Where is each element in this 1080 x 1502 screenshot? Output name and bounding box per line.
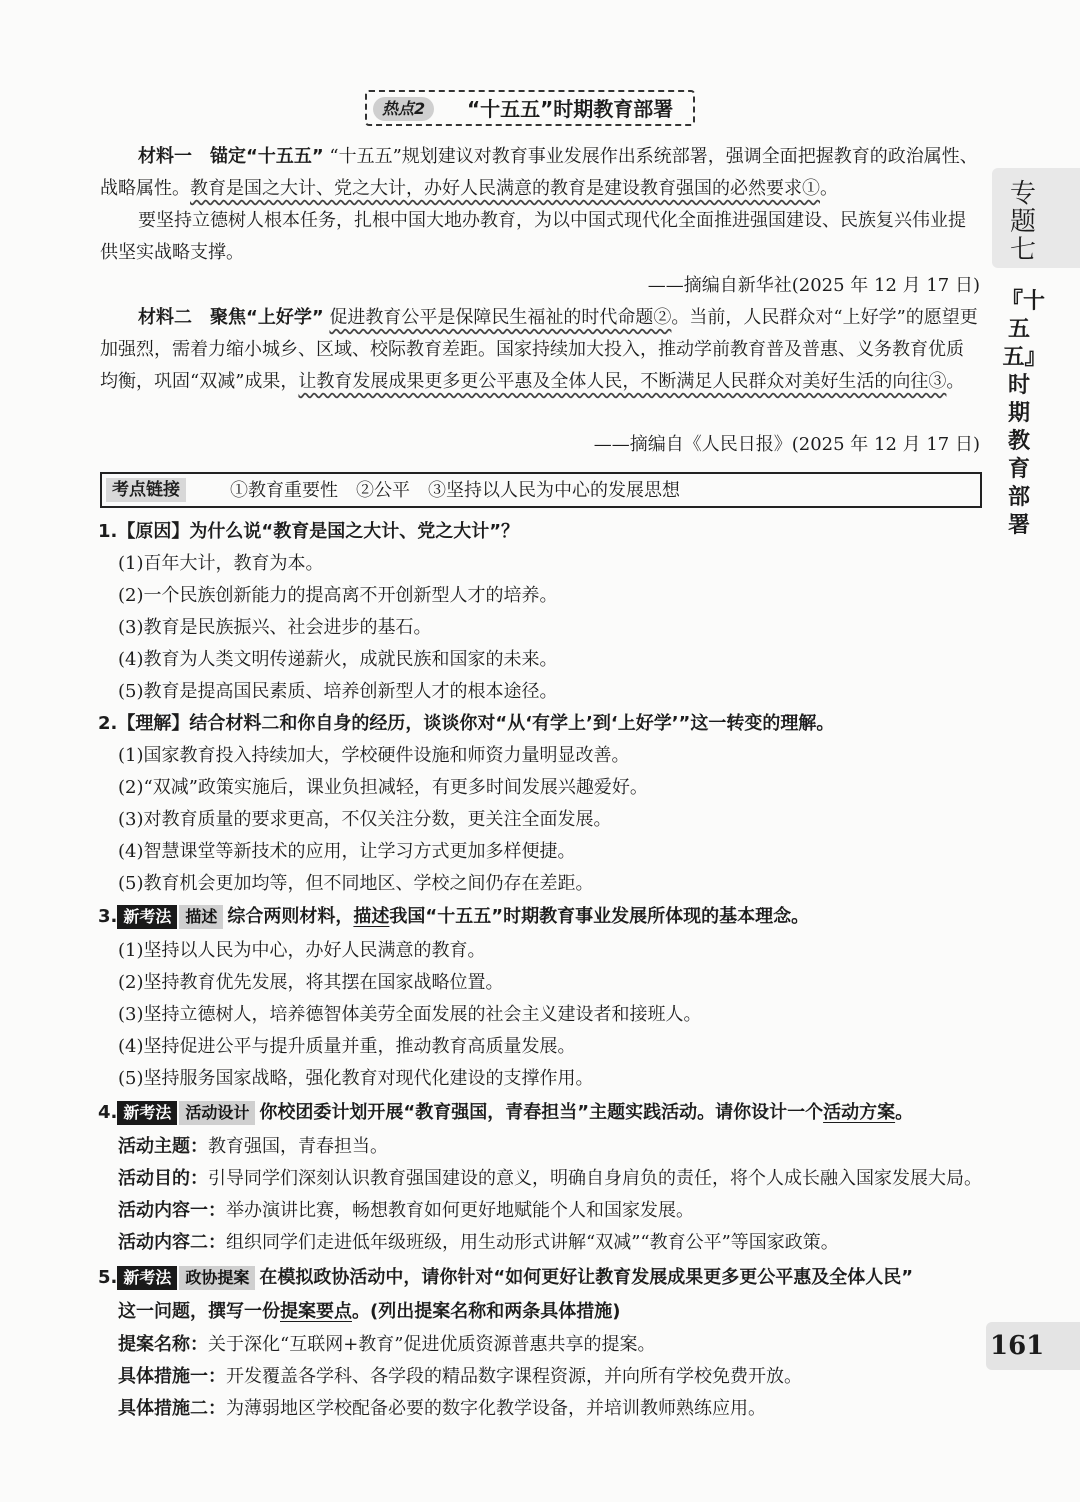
hotspot-title xyxy=(365,90,695,126)
material1-heading: 材料一 锚定“十五五” xyxy=(138,146,324,167)
material2-marked-text-1: 促进教育公平是保障民生福祉的时代命题② xyxy=(329,307,672,328)
q3-answer: (5)坚持服务国家战略，强化教育对现代化建设的支撑作用。 xyxy=(118,1068,594,1089)
q1-answer: (1)百年大计，教育为本。 xyxy=(118,553,324,574)
material1-source: ——摘编自新华社(2025 年 12 月 17 日) xyxy=(647,275,980,296)
material2-marked-text-2: 让教育发展成果更多更公平惠及全体人民，不断满足人民群众对美好生活的向往③ xyxy=(298,371,947,392)
material1-paragraph2: 要坚持立德树人根本任务，扎根中国大地办教育，为以中国式现代化全面推进强国建设、民族复兴伟业提供坚实战略支撑。 xyxy=(100,210,966,263)
material1-text: “十五五”规划建议对教育事业发展作出系统部署，强调全面把握教育的政治属性、战略属性。 xyxy=(100,146,978,199)
topic-vertical-title: 『十五五』时期教育部署 xyxy=(1001,289,1046,538)
material2-heading: 材料二 聚焦“上好学” xyxy=(138,307,324,328)
material2-source: ——摘编自《人民日报》(2025 年 12 月 17 日) xyxy=(593,434,980,455)
q1-answer: (2)一个民族创新能力的提高离不开创新型人才的培养。 xyxy=(118,585,558,606)
q3-answer: (2)坚持教育优先发展，将其摆在国家战略位置。 xyxy=(118,972,504,993)
question-1: 1.【原因】为什么说“教育是国之大计、党之大计”？ xyxy=(98,521,520,542)
q3-answer: (4)坚持促进公平与提升质量并重，推动教育高质量发展。 xyxy=(118,1036,576,1057)
material2-paragraph: 材料二 聚焦“上好学” 促进教育公平是保障民生福祉的时代命题②。当前，人民群众对“上好学”的愿望更加强烈，需着力缩小城乡、区域、校际教育差距。国家持续加大投入，推动学前教育普及普惠、义务教育优质均衡，巩固“双减”成果，让教育发展成果更多更公平惠及全体人民，不断满足人民群众对美好生活的向往③。 xyxy=(100,307,978,392)
q5-row: 具体措施二：为薄弱地区学校配备必要的数字化教学设备，并培训教师熟练应用。 xyxy=(118,1398,766,1419)
q3-answer: (1)坚持以人民为中心，办好人民满意的教育。 xyxy=(118,940,486,961)
hotspot-title-text: “十五五”时期教育部署 xyxy=(467,97,674,121)
new-method-tag: 新考法 xyxy=(117,1266,177,1290)
q2-answer: (3)对教育质量的要求更高，不仅关注分数，更关注全面发展。 xyxy=(118,809,612,830)
q2-answer: (1)国家教育投入持续加大，学校硬件设施和师资力量明显改善。 xyxy=(118,745,630,766)
q5-row: 具体措施一：开发覆盖各学科、各学段的精品数字课程资源，并向所有学校免费开放。 xyxy=(118,1366,802,1387)
material1-marked-text: 教育是国之大计、党之大计，办好人民满意的教育是建设教育强国的必然要求① xyxy=(190,178,820,199)
q5-row: 提案名称：关于深化“互联网+教育”促进优质资源普惠共享的提案。 xyxy=(118,1334,656,1355)
q2-answer: (5)教育机会更加均等，但不同地区、学校之间仍存在差距。 xyxy=(118,873,594,894)
exam-point-items: ①教育重要性 ②公平 ③坚持以人民为中心的发展思想 xyxy=(230,480,680,501)
new-method-tag: 新考法 xyxy=(117,1101,177,1125)
page-number: 161 xyxy=(986,1322,1080,1370)
exam-point-label: 考点链接 xyxy=(106,478,186,502)
question-type-tag: 活动设计 xyxy=(179,1101,255,1125)
q4-row: 活动目的：引导同学们深刻认识教育强国建设的意义，明确自身肩负的责任，将个人成长融入国家发展大局。 xyxy=(118,1168,982,1189)
material2-text: 。当前，人民群众对“上好学”的愿望更加强烈，需着力缩小城乡、区域、校际教育差距。国家持续加大投入，推动学前教育普及普惠、义务教育优质均衡，巩固“双减”成果， xyxy=(100,307,978,392)
question-type-tag: 政协提案 xyxy=(179,1266,255,1290)
material1-paragraph: 材料一 锚定“十五五” “十五五”规划建议对教育事业发展作出系统部署，强调全面把握教育的政治属性、战略属性。教育是国之大计、党之大计，办好人民满意的教育是建设教育强国的必然要求①。 xyxy=(100,146,978,199)
topic-tab-label: 专题七 xyxy=(1009,179,1036,265)
q2-answer: (2)“双减”政策实施后，课业负担减轻，有更多时间发展兴趣爱好。 xyxy=(118,777,648,798)
new-method-tag: 新考法 xyxy=(117,905,177,929)
q4-row: 活动内容一：举办演讲比赛，畅想教育如何更好地赋能个人和国家发展。 xyxy=(118,1200,694,1221)
question-type-tag: 描述 xyxy=(179,905,223,929)
q1-answer: (5)教育是提高国民素质、培养创新型人才的根本途径。 xyxy=(118,681,558,702)
question-5: 5. 新考法 政协提案 在模拟政协活动中，请你针对“如何更好让教育发展成果更多更公平惠及全体人民” xyxy=(98,1267,914,1288)
q2-answer: (4)智慧课堂等新技术的应用，让学习方式更加多样便捷。 xyxy=(118,841,576,862)
exam-point-link xyxy=(100,472,982,508)
q1-answer: (4)教育为人类文明传递薪火，成就民族和国家的未来。 xyxy=(118,649,558,670)
question-4: 4. 新考法 活动设计 你校团委计划开展“教育强国，青春担当”主题实践活动。请你设计一个活动方案。 xyxy=(98,1102,914,1123)
q1-answer: (3)教育是民族振兴、社会进步的基石。 xyxy=(118,617,432,638)
question-2: 2.【理解】结合材料二和你自身的经历，谈谈你对“从‘有学上’到‘上好学’”这一转变的理解。 xyxy=(98,713,835,734)
q4-row: 活动内容二：组织同学们走进低年级班级，用生动形式讲解“双减”“教育公平”等国家政策。 xyxy=(118,1232,839,1253)
q3-answer: (3)坚持立德树人，培养德智体美劳全面发展的社会主义建设者和接班人。 xyxy=(118,1004,702,1025)
hotspot-tag: 热点2 xyxy=(373,97,434,121)
q4-row: 活动主题：教育强国，青春担当。 xyxy=(118,1136,388,1157)
question-3: 3. 新考法 描述 综合两则材料，描述我国“十五五”时期教育事业发展所体现的基本理念。 xyxy=(98,906,810,927)
topic-tab xyxy=(992,168,1080,268)
question-5-line2: 这一问题，撰写一份提案要点。(列出提案名称和两条具体措施) xyxy=(118,1301,621,1322)
